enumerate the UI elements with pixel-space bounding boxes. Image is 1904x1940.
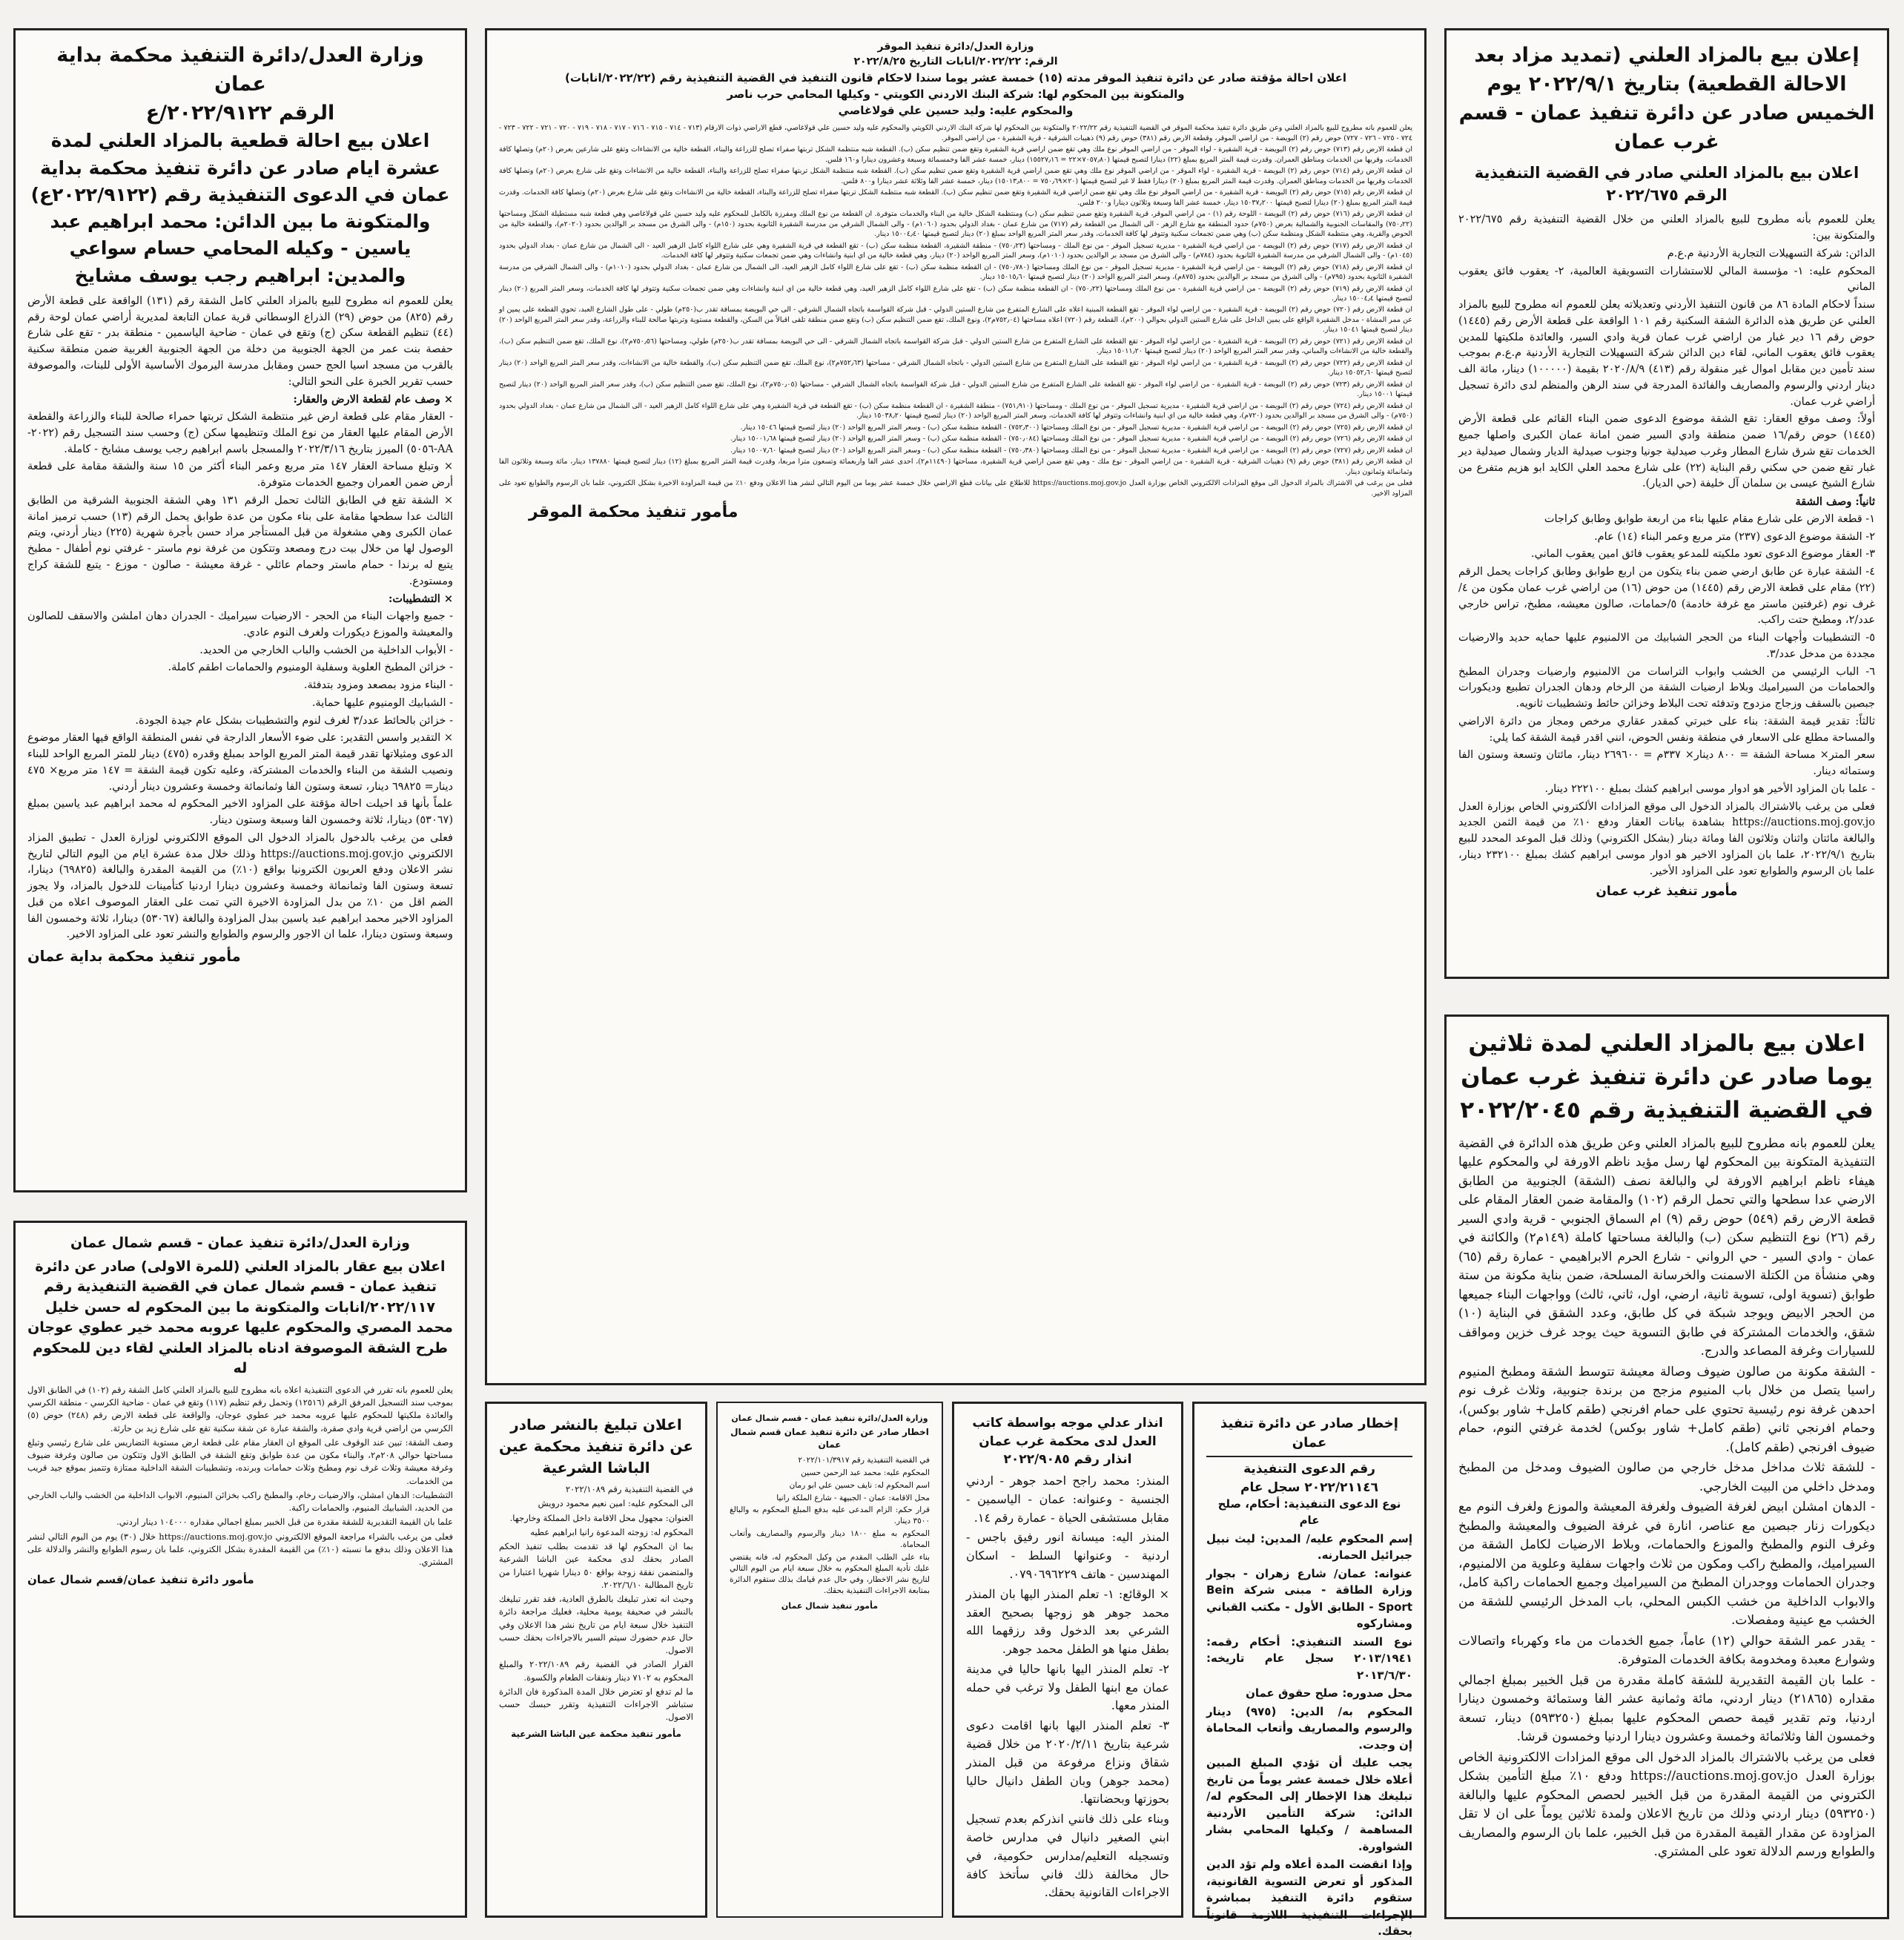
- plot-description: ان قطعة الارض رقم (٧١٤) حوض رقم (٢) البويضة - قرية الشقيرة - لواء الموقر - من اراضي الموقر نوع ملك وهي تقع ضمن اراضي قرية الشقيرة وتقع ضمن تنظيم سكن (ب). القطعة شبه منتظمة الشكل تربتها صفراء تصلح للزراعة والبناء، القطعة خالية من الانشاءات وتقع على شارع بعرض (٢٠م) وتصلها كافة الخدمات وقربها من الخدمات ومناطق العمران. وقدرت قيمة المتر المربع بمبلغ (٢٠) دينارا فقط لا غير لتصبح قيمتها (٢٠×٧٥٠٫٦٩ = ١٥٠١٣٫٨٠٠) دينار، خمسة عشر الفا وثلاثة عشر دينارا و٨٠٠ فلس.: [499, 167, 1413, 185]
- ad-paragraph: × التشطيبات:: [388, 593, 453, 606]
- ad-paragraph: أولاً: وصف موقع العقار: تقع الشقة موضوع الدعوى ضمن البناء القائم على قطعة الأرض (١٤٤٥) حوض رقم/١٦ ضمن منطقة وادي السير ضمن امانة عمان الكبرى واصلها جميع الخدمات تقع شرق شارع المطار وغرب صيدلية جونيا وجنوب صيدلية الديار وشمال صيدلية دير غبار تقع ضمن حي سكني رقم البناية (٢٢) على شارع محمد العلي الكايد ابو هزيم متفرع من شارع الشيخ عيسى بن سلمان آل خليفة (حي الديار).: [1458, 413, 1876, 490]
- ad-paragraph: ٣- تعلم المنذر اليها بانها اقامت دعوى شرعية بتاريخ ٢٠٢٠/٢/١١ من خلال قضية شقاق ونزاع مرفوعة من قبل المنذر (محمد جوهر) وبان الطفل دانيال حاليا بحوزتها وبحضانتها.: [966, 1718, 1169, 1807]
- ad-paragraph: المحكوم له: زوجته المدعوة رانيا ابراهيم عطيه: [530, 1526, 693, 1537]
- ad-paragraph: فعلى من يرغب بالاشتراك بالمزاد الدخول الى موقع المزادات الألكتروني الخاص بوزارة العدل https://auctions.moj.gov.jo بشاهدة بيانات العقار ودفع ١٠٪ من قيمة الثمن الجديد والبالغة مائتان واثنان وثلاثون الفا ومائة دينار (بشكل الكتروني) وذلك قبل الموعد المحدد للبيع بتاريخ ٢٠٢٢/٩/١، علما بان المزاود الاخير هو ادوار موسى ابراهيم كشك بمبلغ ٢٣٢١٠٠ دينار، علما بان الرسوم والطوابع تعود على المزاود الأخير.: [1458, 800, 1876, 877]
- ad-paragraph: - خزائن المطبخ العلوية وسفلية الومنيوم والحمامات اطقم كاملة.: [168, 661, 453, 674]
- ad-paragraph: الدائن: شركة التسهيلات التجارية الأردنية م.ع.م: [1667, 247, 1875, 260]
- ad-paragraph: علماً بأنها قد احيلت احالة مؤقتة على المزاود الاخير المحكوم له محمد ابراهيم عبد ياسين بمبلغ (٥٣٠٦٧) دينارا، ثلاثة وخمسون الفا وسبعة وستون دينار.: [27, 798, 453, 827]
- ad-reference: رقم الدعوى التنفيذية ٢٠٢٢/٢١١٤٦ سجل عام: [1240, 1462, 1379, 1495]
- ad-paragraph: × وتبلغ مساحة العقار ١٤٧ متر مربع وعمر البناء أكثر من ١٥ سنة والشقة مقامة على قطعة أرض ضمن العمران وجميع الخدمات متوفرة.: [27, 461, 454, 489]
- ad-paragraph: فعلى من يرغب بالدخول بالمزاد الدخول الى الموقع الالكتروني لوزارة العدل - تطبيق المزاد الالكتروني https://auctions.moj.gov.jo وذلك خلال مدة عشرة ايام من اليوم التالي لتاريخ نشر الاعلان ودفع العربون الكترونيا بواقع (١٠٪) من القيمة المقدرة والبالغة (٦٩٨٢٥) دينارا، تسعة وستون الفا وثمانمائة وخمسة وعشرون دينارا اردنيا كتأمينات للدخول بالمزاد، ولا يجوز الضم اقل من ١٠٪ من بدل المزاودة الاخيرة التي تمت على العقار الموصوف اعلاه من قبل المزاود الاخير محمد ابراهيم عبد ياسين ببدل المزاودة والبالغة (٥٣٠٦٧) دينارا، ثلاثة وخمسون الفا وسبعة وستون دينارا، علما ان الاجور والرسوم والطوابع والنشر تعود على المزاود الاخير.: [27, 831, 453, 941]
- enforcement-notice-ad-21146: [1192, 1402, 1427, 1939]
- ad-paragraph: × الوقائع: ١- تعلم المنذر اليها بان المنذر محمد جوهر هو زوجها بصحيح العقد الشرعي بعد الدخول وقد رزقهما الله بطفل منها هو الطفل محمد جوهر.: [966, 1586, 1169, 1657]
- ad-body: [1206, 1531, 1412, 1940]
- ad-paragraph: يعلن للعموم بانه مطروح للبيع بالمزاد العلني وعن طريق هذه الدائرة في القضية التنفيذية المتكونة بين المحكوم لها رسل مؤيد ناظم الاورفة لي والمحكوم عليها هيفاء ناظم ابراهيم الاورفة لي والبالغة نصف (الشقة) الجنوبية من الطابق الارضي عدا سطحها والتي تحمل الرقم (١٠٢) والمقامة ضمن العقار المقام على قطعة الارض رقم (٥٤٩) حوض رقم (٩) ام السماق الجنوبي - قرية وادي السير رقم (٢٦) نوع التنظيم سكن (ب) والبالغة مساحتها كاملة (١٤٩م٢) والكائنة في عمان - وادي السير - حي الرواني - شارع الحرم الابراهيمي - عمارة رقم (٦٥) وهي منشأة من الكتلة الاسمنت والخرسانة المسلحة، ضمن بناية مكونة من ستة طوابق (تسوية اولى، تسوية ثانية، ارضي، اول، ثاني، ثالث) وواجهات البناء جميعها من الحجر الابيض ويوجد شبكة في كل طابق، وعدد الشقق في البناية (١٠) شقق، والخدمات المشتركة في طابق التسوية حيث يوجد غرف خزين ومواقف للسيارات وغرفة المصاعد والدرج.: [1458, 1135, 1875, 1359]
- ad-paragraph: - الشقة مكونة من صالون ضيوف وصالة معيشة تتوسط الشقة ومطبخ المنيوم راسيا يتصل من خلال باب المنيوم مزجج من برندة جنوبية، وثلاث غرف نوم احدهن غرفة نوم رئيسية تحتوي على حمام افرنجي (طقم كامل+ شاور بوكس)، وحمام افرنجي ثاني (طقم كامل+ شاور بوكس) لخدمة غرفتي النوم، حمام ضيوف افرنجي (طقم كامل).: [1458, 1364, 1875, 1455]
- ad-paragraph: - للشقة ثلاث مداخل مدخل خارجي من صالون الضيوف ومدخل من المطبخ ومدخل داخلي من البيت الخارجي.: [1458, 1460, 1875, 1494]
- ad-paragraph: وبناء على ذلك فانني انذركم بعدم تسجيل ابني الصغير دانيال في مدارس خاصة وتسجيله التعليم/مدارس حكومية، في حال مخالفة ذلك فاني سأتخذ كافة الاجراءات القانونية بحقك.: [966, 1812, 1169, 1900]
- ad-paragraph: يعلن للعموم انه مطروح للبيع بالمزاد العلني كامل الشقة رقم (١٣١) الواقعة على قطعة الأرض رقم (٨٢٥) من حوض (٢٩) الذراع الوسطاني قرية عمان التابعة لمديرية أراضي عمان لوحة رقم (٤٤) تنظيم القطعة سكن (ج) وتقع في عمان - ضاحية الياسمين - منطقة بدر - تقع على شارع حفصة بنت عمر من الجهة الجنوبية من دخلة من الجهة الجنوبية الغربية ضمن منطقة سكنية بالقرب من مسجد اسيا الحج حسن ومقابل مدرسة اليرموك الأساسية الأولى للبنات، والموصوفة حسب تقرير الخبرة على النحو التالي:: [27, 294, 453, 388]
- ad-paragraph: المحكوم عليه: محمد عبد الرحمن حسين: [801, 1468, 930, 1477]
- auction-ad-muwaqqar: [485, 28, 1427, 1385]
- ad-ministry: وزارة العدل/دائرة تنفيذ الموقر: [877, 41, 1034, 53]
- plot-description: ان قطعة الارض رقم (٧١٨) حوض رقم (٢) البويضة - من اراضي قرية الشقيرة - مديرية تسجيل الموقر - من نوع الملك ومساحتها (٧٥٠٫٧٨٠) - ان القطعة منظمة سكن (ب) - تقع على شارع اللواء كامل الزهير العيد، الى الشمال من شارع عمان - بغداد الدولي بحدود (١٠١٠م) - والى الشمال الشرقي من مدرسة الشقيرة الثانوية بحدود (٧٩٥م) - والى الشرق من مسجد بر الوالدين بحدود (٨٧٥م)، وسعر المتر المربع الواحد (٢٠) دينار لتصبح قيمتها ١٥٠١٥٫٦٠ دينار.: [499, 263, 1412, 282]
- ad-paragraph: يجب عليك أن تؤدي المبلغ المبين أعلاه خلال خمسة عشر يوماً من تاريخ تبليغك هذا الإخطار إلى المحكوم له/ الدائن: شركة التأمين الأردنية المساهمة / وكيلها المحامي بشار الشواورة.: [1206, 1756, 1412, 1853]
- ad-paragraph: ٢- تعلم المنذر اليها بانها حاليا في مدينة عمان مع ابنها الطفل ولا ترغب في حمله المنذر معها.: [966, 1661, 1169, 1713]
- auction-ad-west-amman-2045: [1444, 1014, 1889, 1919]
- auction-ad-north-amman-117: [13, 1221, 467, 1918]
- ad-paragraph: فعلى من يرغب بالاشتراك بالمزاد الدخول الى موقع المزادات الالكترونية الخاص بوزارة العدل https://auctions.moj.gov.jo ودفع ١٠٪ مبلغ التأمين بشكل الكتروني من القيمة المقدرة من قبل الخبير لحصص المحكوم عليها والبالغة (٥٩٣٢٥٠) دينار اردني وذلك من تاريخ الاعلان ولمدة ثلاثين يوماً على ان لا تقل المزاودة عن مقدار القيمة المقدرة من قبل الخبير، علما بان الرسوم والمصاريف والطوابع ورسم الدلالة تعود على المشتري.: [1458, 1749, 1876, 1860]
- ad-paragraph: نوع السند التنفيذي: أحكام رقمه: ٢٠١٣/١٩٤١ سجل عام تاريخه: ٢٠١٣/٦/٣٠: [1206, 1634, 1412, 1682]
- ad-paragraph: وحيث انه تعذر تبليغك بالطرق العادية، فقد تقرر تبليغك بالنشر في صحيفة يومية محلية، فعليك مراجعة دائرة التنفيذ خلال سبعة ايام من تاريخ نشر هذا الاعلان وفي حال عدم حضورك سيتم السير بالاجراءات بحقك حسب الاصول.: [499, 1594, 693, 1655]
- ad-paragraph: - خزائن بالحائط عدد/٣ لغرف لنوم والتشطيبات بشكل عام جيدة الجودة.: [135, 714, 453, 727]
- ad-ministry: وزارة العدل/دائرة تنفيذ عمان - قسم شمال عمان: [70, 1235, 410, 1251]
- ad-body: [966, 1472, 1169, 1902]
- ad-title: اعلان بيع عقار بالمزاد العلني (للمرة الاولى) صادر عن دائرة تنفيذ عمان - قسم شمال عمان في القضية التنفيذية رقم ٢٠٢٢/١١٧/انابات والمتكونة ما بين المحكوم له حسن خليل محمد المصري والمحكوم عليها عروبه محمد خير عطوي عوجان طرح الشقة الموصوفة ادناه بالمزاد العلني لقاء دين للمحكوم له: [27, 1258, 453, 1377]
- ad-reference: انذار رقم ٢٠٢٢/٩٠٨٥: [1003, 1452, 1132, 1468]
- ad-paragraph: التشطيبات: الدهان امشلن، والارضيات رخام، والمطبخ راكب بخزائن المنيوم، الابواب الداخلية من الخشب والباب الخارجي من الحديد، الشبابيك المنيوم، والحمامات راكبة.: [27, 1489, 453, 1514]
- ad-paragraph: المنذر: محمد راجح احمد جوهر - اردني الجنسية - وعنوانه: عمان - الياسمين - مقابل مستشفى الحياة - عمارة رقم ١٤.: [966, 1473, 1169, 1525]
- ad-paragraph: ثانياً: وصف الشقة: [1795, 495, 1875, 509]
- ad-paragraph: يعلن للعموم بأنه مطروح للبيع بالمزاد العلني من خلال القضية التنفيذية رقم ٢٠٢٢/٦٧٥ والمتكونة بين:: [1458, 214, 1875, 242]
- ad-paragraph: - الشبابيك الومنيوم عليها حماية.: [311, 696, 453, 709]
- ad-title: اعلان بيع احالة قطعية بالمزاد العلني لمدة عشرة ايام صادر عن دائرة تنفيذ محكمة بداية عمان في الدعوى التنفيذية رقم (٢٠٢٢/٩١٢٢ع) والمتكونة ما بين الدائن: محمد ابراهيم عبد ياسين - وكيله المحامي حسام سواعي والمدين: ابراهيم رجب يوسف مشايخ: [30, 130, 450, 286]
- ad-paragraph: - علما بان المزاود الأخير هو ادوار موسى ابراهيم كشك بمبلغ ٢٢٢١٠٠ دينار.: [1544, 782, 1875, 795]
- ad-paragraph: × الشقة تقع في الطابق الثالث تحمل الرقم ١٣١ وهي الشقة الجنوبية الشرقية من الطابق الثالث عدا سطحها مقامة على بناء مكون من عدة طوابق يحمل الرقم (١٣) حسب ترميز امانة عمان الكبرى وهي مشغولة من قبل المستأجر مراد حسن بأجرة شهرية (٢٢٥) دينار أردني، ويتم الوصول لها من خلال بيت درج ومصعد وتتكون من غرفة نوم ماستر - غرفتي نوم أطفال - مطبخ يتبع له برندا - حمام ماستر وحمام عائلي - غرفة معيشة - صالون - موزع - يتبع للشقة كراج ومستودع.: [27, 494, 453, 587]
- ad-body: [730, 1455, 930, 1597]
- ad-signature: مأمور تنفيذ شمال عمان: [781, 1600, 879, 1611]
- ad-title: اخطار صادر عن دائرة تنفيذ عمان قسم شمال عمان: [730, 1427, 929, 1451]
- ad-paragraph: وصف الشقة: تبين عند الوقوف على الموقع ان العقار مقام على قطعة ارض مستوية التضاريس على شارع رئيسي وتبلغ مساحتها حوالي ٢٠٨م٢، والبناء مكون من عدة طوابق وتقع الشقة في الطابق الاول وتتكون من صالون وغرفة ضيوف وغرفة معيشة وثلاث غرف نوم ومطبخ وثلاث حمامات وبرنده، وتشطيبات الشقة الداخلية ممتازة وتتميز بموقع جيد قريب من الخدمات.: [27, 1436, 453, 1486]
- ad-title: إخطار صادر عن دائرة تنفيذ عمان: [1206, 1414, 1412, 1457]
- plot-description: ان قطعة الارض رقم (٧١٧) حوض رقم (٢) البويضة - من اراضي قرية الشقيرة - مديرية تسجيل الموقر - من نوع الملك - ومساحتها (٧٥٠٫٢٣) - منطقة الشقيرة، القطعة منظمة سكن (ب) - تقع القطعة في قرية الشقيرة وهي على شارع اللواء كامل الزهير العيد - الى الشمال من شارع عمان - بغداد الدولي بحدود (١٠٤٥م) - والى الشمال الشرقي من مدرسة الشقيرة الثانوية بحدود (٧٨٤م) - والى الشرق من مسجد بر الوالدين بحدود (١٠١٠م)، وسعر المتر المربع الواحد (٢٠) دينار، وهي قطعة خالية من اي ابنية وانشاءات وهي ضمن تجمعات سكنية وتتوفر لها كافة الخدمات.: [499, 241, 1412, 260]
- plot-description: ان قطعة الارض رقم (٧٢٤) حوض رقم (٢) البويضة - من اراضي قرية الشقيرة - مديرية تسجيل الموقر - من نوع الملك - ومساحتها (٧٥١٫٩١٠) - منطقة الشقيرة - ان القطعة منظمة سكن (ب) - تقع القطعة في قرية الشقيرة وهي على شارع اللواء كامل الزهير العيد - الى الشمال من شارع عمان - بغداد الدولي بحدود (٧٥٠م) - والى الشرق من مسجد بر الوالدين بحدود (٧٢٠م)، وهي قطعة خالية من اي ابنية وانشاءات وتتوفر لها كافة الخدمات، وسعر المتر المربع الواحد (٢٠) دينار لتصبح قيمتها ١٥٠٣٨٫٢٠ دينار.: [499, 401, 1412, 420]
- plot-description: ان قطعة الارض رقم (٧١٥) حوض رقم (٢) البويضة - قرية الشقيرة - من اراضي الموقر نوع ملك وهي تقع ضمن اراضي قرية الشقيرة وتقع ضمن تنظيم سكن (ب). القطعة شبه منتظمة الشكل تربتها صفراء تصلح للزراعة والبناء، القطعة خالية من الانشاءات وتقع على شارع بعرض (٢٠م) وتصلها كافة الخدمات. وقدرت قيمة المتر المربع بمبلغ (٢٠) دينارا لتصبح قيمتها ١٥٠٣٧٫٢٠٠ دينار، خمسة عشر الفا وسبعة وثلاثون دينارا و٢٠٠ فلس.: [499, 188, 1412, 207]
- ad-intro: يعلن للعموم بانه مطروح للبيع بالمزاد العلني وعن طريق دائرة تنفيذ محكمة الموقر في القضية التنفيذية رقم ٢٠٢٢/٢٢ والمتكونة بين المحكوم لها شركة البنك الاردني الكويتي والمحكوم عليه وليد حسين علي قولاغاصي، قطع الاراضي ذوات الارقام (٧١٣ - ٧١٤ - ٧١٥ - ٧١٦ - ٧١٧ - ٧١٨ - ٧١٩ - ٧٢٠ - ٧٢١ - ٧٢٢ - ٧٢٣ - ٧٢٤ - ٧٢٥ - ٧٢٦ - ٧٢٧) حوض رقم (٢) البويضة - من اراضي الموقر، وقطعة الارض رقم (٣٨١) حوض رقم (٩) ذهيبات الشرقية - قرية الشقيرة - من اراضي الموقر.: [499, 124, 1413, 142]
- plot-description: ان قطعة الارض رقم (٧١٣) حوض رقم (٢) البويضة - قرية الشقيرة - لواء الموقر - من اراضي الموقر نوع ملك وهي تقع ضمن اراضي قرية الشقيرة وتقع ضمن تنظيم سكن (ب). القطعة شبه منتظمة الشكل تربتها صفراء تصلح للزراعة والبناء، القطعة خالية من الانشاءات وتقع على شارعين بعرض (٢٠م) وتصلها كافة الخدمات، وقربها من الخدمات ومناطق العمران. وقدرت قيمة المتر المربع بمبلغ (٢٢) دينارا لتصبح قيمتها (٧٠٥٧٫٨٠×٢٢ = ١٥٥٢٧٫١٦) دينار، خمسة عشر الفا وخمسمائة وسبعة وعشرون دينارا و١٦٠ فلس.: [499, 145, 1412, 164]
- ad-paragraph: في القضية التنفيذية رقم ٢٠٢٢/١٠٨٩: [565, 1484, 693, 1494]
- ad-paragraph: - جميع واجهات البناء من الحجر - الارضيات سيراميك - الجدران دهان املشن والاسقف للصالون والمعيشة والموزع ديكورات ولغرف النوم عادي.: [27, 610, 453, 639]
- ad-paragraph: - البناء مزود بمصعد ومزود بتدفئة.: [303, 679, 453, 692]
- ad-body: [27, 294, 453, 943]
- ad-body: [499, 123, 1412, 498]
- ad-paragraph: سعر المتر× مساحة الشقة = ٨٠٠ دينار× ٣٣٧م = ٢٦٩٦٠٠ دينار، مائتان وتسعة وستون الفا وستمائه دينار.: [1458, 749, 1875, 778]
- plot-description: ان قطعة الارض رقم (٧١٩) حوض رقم (٢) البويضة - من اراضي قرية الشقيرة - من نوع الملك ومساحتها (٧٥٠٫٢٢) - ان القطعة منظمة سكن (ب) - تقع على شارع اللواء كامل الزهير العيد، وهي قطعة خالية من اي ابنية وانشاءات وهي ضمن تجمعات سكنية وتتوفر لها كافة الخدمات، وسعر المتر المربع (٢٠) دينار لتصبح قيمتها ١٥٠٠٤٫٤ دينار.: [499, 284, 1412, 303]
- ad-paragraph: يعلن للعموم بانه تقرر في الدعوى التنفيذية اعلاه بانه مطروح للبيع بالمزاد العلني كامل الشقة رقم (١٠٢) في الطابق الاول بموجب سند التسجيل المرفق الرقم (١٢٥١٦) وتحمل رقم تنظيم (١١٧) وتقع في عمان - ضاحية الكرسي - منطقة الكرسي والعائدة ملكيتها للمحكوم عليها عروبه محمد خير عطوي عوجان، والواقعة على قطعة الارض رقم (٢٤٨) حوض (٥) الكرسي من اراضي قرية وادي صقرة، والشقة عبارة عن شقة سكنية تقع على شارع زيد بن حارثة.: [27, 1384, 453, 1433]
- ad-paragraph: علما بان القيمة التقديرية للشقة مقدرة من قبل الخبير بمبلغ اجمالي مقداره ١٠٤٠٠٠ دينار اردني.: [116, 1517, 453, 1528]
- ad-signature: مأمور تنفيذ محكمة عين الباشا الشرعية: [511, 1728, 681, 1739]
- ad-paragraph: المحكوم به/ الدين: (٩٧٥) دينار والرسوم والمصاريف وأتعاب المحاماة إن وجدت.: [1206, 1704, 1412, 1752]
- plot-description: ان قطعة الارض رقم (٧٢٥) حوض رقم (٢) البويضة - من اراضي قرية الشقيرة - مديرية تسجيل الموقر - من نوع الملك ومساحتها (٧٥٢٫٣٠٠) - القطعة منظمة سكن (ب) - وسعر المتر المربع الواحد (٢٠) دينار لتصبح قيمتها ١٥٠٤٦ دينار.: [740, 423, 1412, 432]
- ad-paragraph: ٥- التشطيبات وأجهات البناء من الحجر الشبابيك من الالمنيوم عليها حمايه حديد والارضيات مجددة من مدخل عدد/٣.: [1458, 632, 1875, 660]
- ad-paragraph: ٣- العقار موضوع الدعوى تعود ملكيته للمدعو يعقوب فائق امين يعقوب الماني.: [1531, 548, 1875, 561]
- ad-paragraph: عنوانه: عمان/ شارع زهران - بجوار وزارة الطاقة - مبنى شركة Bein Sport - الطابق الأول - مكتب القباني ومشاركوه: [1206, 1566, 1412, 1631]
- ad-body: [1458, 1135, 1875, 1862]
- ad-paragraph: ٢- الشقة موضوع الدعوى (٢٣٧) متر مربع وعمر البناء (١٤) عام.: [1594, 530, 1875, 543]
- ad-paragraph: ٤- الشقة عبارة عن طابق ارضي ضمن بناء يتكون من اربع طوابق وطابق كراجات يحمل الرقم (٢٢) مقام على قطعة الارض رقم (١٤٤٥) من حوض (١٦) من اراضي غرب عمان مكون من ٤/غرف نوم (غرفتين ماستر مع غرفة خادمة) ٥/حمامات، صالون معيشه، مطبخ، تراس خارجي عدد/٢، ومطبخ حتت راكب.: [1458, 566, 1875, 627]
- plot-description: ان قطعة الارض رقم (٧٢٧) حوض رقم (٢) البويضة - من اراضي قرية الشقيرة - مديرية تسجيل الموقر - من نوع الملك ومساحتها (٧٥٠٫٣٨٠) - القطعة منظمة سكن (ب) - وسعر المتر المربع الواحد (٢٠) دينار لتصبح قيمتها ١٥٠٠٧٫٦٠ دينار.: [730, 446, 1412, 455]
- ad-paragraph: القرار الصادر في القضية رقم ٢٠٢٢/١٠٨٩ والمبلغ المحكوم به ٧١٠٢ دينار ونفقات الطعام والكسوة.: [499, 1659, 693, 1683]
- ad-paragraph: الى المحكوم عليه: امين نعيم محمود درويش: [538, 1498, 693, 1509]
- ad-paragraph: - الأبواب الداخلية من الخشب والباب الخارجي من الحديد.: [199, 644, 453, 656]
- plot-description: ان قطعة الارض رقم (٧٢١) حوض رقم (٢) البويضة - قرية الشقيرة - من اراضي لواء الموقر - تقع القطعة على الشارع المتفرع من شارع الستين الدولي - قبل شركة القواسمة باتجاه الشمال الشرقي - الى حي البويضة بمسافة تقدر ب(٢٥٠م) طولي، ومساحتها (٧٥٠٫٥٦م٢)، نوع الملك، تقع ضمن التنظيم سكن (ب)، والقطعة خالية من الانشاءات والمباني، وقدر سعر المتر المربع الواحد (٢٠) دينار لتصبح قيمتها ١٥٠١١٫٢٠ دينار.: [499, 337, 1412, 356]
- legal-warning-ad-9085: [952, 1402, 1183, 1918]
- plot-description: ان قطعة الارض رقم (٧٢٢) حوض رقم (٢) البويضة - قرية الشقيرة - من اراضي لواء الموقر - تقع القطعة على الشارع المتفرع من شارع الستين الدولي - باتجاه الشمال الشرقي - مساحتها (٧٥٢٫٦٣م٢)، نوع الملك، تقع ضمن التنظيم سكن (ب)، والقطعة خالية من الانشاءات، وقدر سعر المتر المربع الواحد (٢٠) دينار لتصبح قيمتها ١٥٠٥٢٫٦٠ دينار.: [499, 358, 1412, 377]
- ad-paragraph: ٦- الباب الرئيسي من الخشب وابواب التراسات من الالمنيوم وارضيات وجدران المطبخ والحمامات من السيراميك وبلاط ارضيات الشقة من الرخام ودهان الجدران تطبيع وديكورات جبصين بالسقف وزجاج مزدوج وتدفئه تحت البلاط وخزائن حائط وتشطيبات ثانويه.: [1458, 665, 1875, 710]
- ad-ministry: وزارة العدل/دائرة التنفيذ محكمة بداية عمان: [56, 44, 424, 96]
- ad-body: [499, 1483, 693, 1724]
- ad-paragraph: بناء على الطلب المقدم من وكيل المحكوم له، فانه يقتضي عليك تأدية المبلغ المحكوم به خلال سبعة ايام من اليوم التالي لتاريخ نشر الاخطار، وفي حال عدم قيامك بذلك ستقوم الدائرة بمتابعة الاجراءات التنفيذية بحقك.: [730, 1553, 930, 1595]
- ad-paragraph: اسم المحكوم له: نايف حسين علي ابو رمان: [789, 1480, 930, 1490]
- ad-parties: والمتكونة بين المحكوم لها: شركة البنك الاردني الكويتي - وكيلها المحامي حرب ناصر: [727, 87, 1185, 101]
- ad-case-type: نوع الدعوى التنفيذية: أحكام، صلح عام: [1217, 1497, 1401, 1528]
- notice-ad-ein-albasha: [485, 1402, 707, 1918]
- ad-title: انذار عدلي موجه بواسطة كاتب العدل لدى محكمة غرب عمان: [972, 1416, 1163, 1449]
- ad-paragraph: بما ان المحكوم لها قد تقدمت بطلب تنفيذ الحكم الصادر بحقك لدى محكمة عين الباشا الشرعية والمتضمن نفقة زوجة بواقع ٥٠ دينارا شهريا اعتبارا من تاريخ المطالبة ٢٠٢٢/٦/١٠.: [499, 1541, 693, 1590]
- ad-paragraph: × التقدير واسس التقدير: على ضوء الأسعار الدارجة في نفس المنطقة الواقع فيها العقار موضوع الدعوى ومثيلاتها تقدر قيمة المتر المربع الواحد بمبلغ وقدره (٤٧٥) دينار للمتر المربع الواحد للبناء ونصيب الشقة من البناء والخدمات المشتركة، وعليه تكون قيمة الشقة = ١٤٧ متر مربع× ٤٧٥ دينار= ٦٩٨٢٥ دينار، تسعة وستون الفا وثمانمائة وخمسة وعشرون دينار أردني.: [27, 732, 454, 793]
- ad-debtor: والمحكوم عليه: وليد حسين علي قولاغاصي: [838, 103, 1074, 117]
- ad-signature: مأمور تنفيذ محكمة بداية عمان: [27, 948, 241, 966]
- ad-paragraph: ما لم تدفع او تعترض خلال المدة المذكورة فان الدائرة ستباشر الاجراءات التنفيذية وتقرر حبسك حسب الاصول.: [499, 1686, 693, 1723]
- ad-paragraph: في القضية التنفيذية رقم ٢٠٢٢/١٠١/٣٩١٧: [798, 1455, 930, 1465]
- ad-paragraph: سنداً لاحكام المادة ٨٦ من قانون التنفيذ الأردني وتعديلاته يعلن للعموم انه مطروح للبيع بالمزاد العلني عن طريق هذه الدائرة الشقة السكنية رقم ١٠١ الواقعة على قطعة الأرض رقم (١٤٤٥) حوض رقم ١٦ دير غبار من اراضي غرب عمان قرية وادي السير، والعائدة ملكيتها للمدين يعقوب فائق يعقوب الماني، لقاء دين الدائن شركة التسهيلات التجارية الأردنية م.ع.م بموجب سند تأمين دين مقابل اموال غير منقولة رقم (٤١٣) ٢٠٢٠/٨/٩ بقيمة (١٠٠٠٠٠) دينار، مائة الف دينار اردني والرسوم والمصاريف والفائدة المدرجة في سند الرهن والمنظم لدى دائرة تسجيل أراضي غرب عمان.: [1458, 299, 1876, 408]
- ad-paragraph: المنذر اليه: ميسانة انور رفيق باجس - اردنية - وعنوانها السلط - اسكان المهندسين - هاتف ٠٧٩٠٦٩٦٢٢٩.: [966, 1530, 1169, 1581]
- ad-signature: مأمور تنفيذ محكمة الموقر: [529, 503, 738, 522]
- ad-paragraph: وإذا انقضت المدة أعلاه ولم تؤد الدين المذكور أو تعرض التسوية القانونية، ستقوم دائرة التنفيذ بمباشرة الإجراءات التنفيذية اللازمة قانوناً بحقك.: [1206, 1858, 1412, 1939]
- ad-paragraph: محل صدوره: صلح حقوق عمان: [1246, 1686, 1412, 1700]
- ad-reference: الرقم ٢٠٢٢/٩١٢٢/ع: [145, 102, 335, 125]
- ad-body: [27, 1384, 453, 1569]
- ad-signature: مأمور دائرة تنفيذ عمان/قسم شمال عمان: [27, 1573, 254, 1587]
- auction-ad-west-amman-675: [1444, 28, 1889, 979]
- ad-title: اعلان احالة مؤقتة صادر عن دائرة تنفيذ الموقر مدته (١٥) خمسة عشر يوما سندا لاحكام قانون التنفيذ في القضية التنفيذية رقم (٢٠٢٢/٢٢/انابات): [564, 71, 1346, 85]
- ad-body: [1458, 212, 1875, 880]
- ad-closing: فعلى من يرغب في الاشتراك بالمزاد الدخول الى موقع المزادات الالكتروني الخاص بوزارة العدل https://auctions.moj.gov.jo للاطلاع على بيانات قطع الاراضي خلال خمسة عشر يوما من اليوم التالي لنشر هذا الاعلان ودفع ١٠٪ من قيمة المزاودة الاخيرة بشكل الكتروني، علما بان الرسوم والطوابع تعود على المزاود الاخير.: [499, 479, 1412, 498]
- ad-paragraph: ثالثاً: تقدير قيمة الشقة: بناء على خبرتي كمقدر عقاري مرخص ومجاز من دائرة الاراضي والمساحة مطلع على الاسعار في منطقة ونفس الحوض، انني اقدر قيمة الشقة كما يلي:: [1458, 715, 1875, 744]
- ad-paragraph: محل الاقامة: عمان - الجبيهة - شارع الملكة رانيا: [776, 1493, 930, 1502]
- ad-ministry: وزارة العدل/دائرة تنفيذ عمان - قسم شمال عمان: [731, 1413, 928, 1423]
- ad-paragraph: قرار حكم: الزام المدعى عليه بدفع المبلغ المحكوم به والبالغ ٣٥٠٠ دينار.: [730, 1505, 930, 1526]
- plot-description: ان قطعة الارض رقم (٧٢٦) حوض رقم (٢) البويضة - من اراضي قرية الشقيرة - مديرية تسجيل الموقر - من نوع الملك ومساحتها (٧٥٠٫٠٨٤) - القطعة منظمة سكن (ب) - وسعر المتر المربع الواحد (٢٠) دينار لتصبح قيمتها ١٥٠٠١٫٦٨ دينار.: [730, 435, 1412, 443]
- ad-paragraph: المحكوم عليه: ١- مؤسسة المالي للاستشارات التسويقية العالمية، ٢- يعقوب فائق يعقوب الماني: [1458, 265, 1876, 294]
- ad-paragraph: - يقدر عمر الشقة حوالي (١٢) عاماً، جميع الخدمات من ماء وكهرباء واتصالات وشوارع معبدة ومخدومة بكافة الخدمات المتوفرة.: [1458, 1633, 1876, 1668]
- ad-paragraph: ١- قطعة الارض على شارع مقام عليها بناء من اربعة طوابق وطابق كراجات: [1544, 512, 1875, 525]
- ad-paragraph: - علما بان القيمة التقديرية للشقة كاملة مقدرة من قبل الخبير بمبلغ اجمالي مقداره (٢١٨٦٥) دينار اردني، مائة وثمانية عشر الفا وستمائة وخمسون دينارا اردنيا، وتم تقدير قيمة حصص المحكوم عليها بمبلغ (٥٩٣٢٥٠) دينار، تسعة وخمسون الفا وثلاثمائة وخمسة وعشرون دينارا اردنيا وخمسون قرشا.: [1458, 1672, 1875, 1745]
- ad-title: اعلان تبليغ بالنشر صادر عن دائرة تنفيذ محكمة عين الباشا الشرعية: [499, 1416, 693, 1477]
- ad-paragraph: - العقار مقام على قطعة ارض غير منتظمة الشكل تربتها حمراء صالحة للبناء والزراعة والقطعة الأرض المقام عليها العقار من نوع الملك وتنظيمها سكن (ج) وحسب سند التسجيل رقم (٢٠٢٢-AA-٥٠٥٦) الميرز بتاريخ ٢٠٢٢/٣/١٦ والمسجل باسم ابراهيم رجب يوسف مشايخ - كاملة.: [27, 411, 453, 455]
- ad-paragraph: المحكوم به مبلغ ١٨٠٠ دينار والرسوم والمصاريف وأتعاب المحاماة.: [730, 1529, 930, 1550]
- plot-description: ان قطعة الارض رقم (٧١٦) حوض رقم (٢) البويضة - اللوحة رقم (١) - من اراضي الموقر، قرية الشقيرة وتقع ضمن تنظيم سكن (ب) ومنتظمة الشكل خالية من البناء والخدمات متوفرة. ان القطعة من نوع الملك ومفرزة بالكامل للمحكوم عليه وليد حسين علي قولاغاصي وهي قطعة شبه مستطيلة الشكل ومساحتها (٧٥٠٫٢٢) والمقاسات الجنوبية والشمالية بعرض (٧٥٠م) حدود المنطقة مع شارع الزهر - الى الشمال من القطعة رقم (٧١٧) من شارع عمان - بغداد الدولي بحدود (١٠٦٠م) - والى الشمال الشرقي من مدرسة الشقيرة الثانوية بحدود (١٥٠م) - والى الشرق من مسجد بر الوالدين بحدود (٢٠٢٠م)، والقطعة خالية من الحوض والقرية، وهي منتظمة الشكل ومنظمة سكن (ب) وهي ضمن تجمعات سكنية وتتوفر لها كافة الخدمات، وقدر سعر المتر المربع الواحد بمبلغ (٢٠) دينار لتصبح قيمتها ١٥٠٠٤٫٤٠ دينار.: [499, 210, 1412, 239]
- ad-paragraph: فعلى من يرغب بالشراء مراجعة الموقع الالكتروني https://auctions.moj.gov.jo خلال (٣٠) يوم من اليوم التالي لنشر هذا الاعلان وذلك بدفع ما نسبته (١٠٪) من القيمة المقدرة بشكل الكتروني، علما بان رسوم الطوابع والنشر والدلالة على المشتري.: [27, 1531, 454, 1568]
- ad-paragraph: العنوان: مجهول محل الاقامة داخل المملكة وخارجها.: [509, 1512, 693, 1523]
- ad-paragraph: إسم المحكوم عليه/ المدين: ليث نبيل جبرائيل الحمارنه.: [1206, 1531, 1412, 1563]
- notice-ad-north-amman: [716, 1402, 943, 1918]
- ad-title: اعلان بيع بالمزاد العلني لمدة ثلاثين يوما صادر عن دائرة تنفيذ غرب عمان في القضية التنفيذية رقم ٢٠٢٢/٢٠٤٥: [1460, 1030, 1874, 1124]
- ad-paragraph: × وصف عام لقطعة الارض والعقار:: [293, 393, 453, 406]
- auction-ad-amman-first-instance-9122: [13, 28, 467, 1192]
- plot-description: ان قطعة الارض رقم (٧٢٠) حوض رقم (٢) البويضة - قرية الشقيرة - من اراضي لواء الموقر - تقع القطعة المبنية اعلاه على الشارع المتفرع من شارع الستين الدولي - قبل شركة القواسمة باتجاه الشمال الشرقي - الى حي البويضة بمسافة تقدر ب(٢٥٠م) طولي - على طول الشارع العبد، تحوي القطعة على يمين او عن ممر المشاة - مدخل الشقيرة الواقع على يمين الداخل على شارع الستين الدولي بحوالي (٢٠٠م)، القطعة رقم (٧٢٠) اعلاه مساحتها (٧٥٢٫٠٤م٢)، ونوع الملك، تقع ضمن التنظيم سكن (ب) وتقع ضمن منطقة تلقى اقبالاً من السكن، والقطعة مستوية وتربتها صالحة للبناء والزراعة، وقدر سعر المتر المربع الواحد (٢٠) دينار لتصبح قيمتها ١٥٠٤١ دينار.: [499, 306, 1412, 334]
- ad-title: إعلان بيع بالمزاد العلني (تمديد مزاد بعد الاحالة القطعية) بتاريخ ٢٠٢٢/٩/١ يوم الخميس صادر عن دائرة تنفيذ عمان - قسم غرب عمان: [1458, 44, 1875, 154]
- ad-signature: مأمور تنفيذ غرب عمان: [1596, 884, 1738, 900]
- plot-description: ان قطعة الارض رقم (٧٢٣) حوض رقم (٢) البويضة - قرية الشقيرة - من اراضي لواء الموقر - تقع القطعة على الشارع المتفرع من شارع الستين الدولي - قبل شركة القواسمة باتجاه الشمال الشرقي - مساحتها (٧٥٠٫٠٥م٢)، نوع الملك، تقع ضمن التنظيم سكن (ب)، وقدر سعر المتر المربع الواحد (٢٠) دينار لتصبح قيمتها ١٥٠٠١ دينار.: [499, 380, 1413, 399]
- plot-description: ان قطعة الارض رقم (٣٨١) حوض رقم (٩) ذهيبات الشرقية - قرية الشقيرة - من اراضي الموقر - نوع ملك - وهي تقع ضمن اراضي قرية الشقيرة، مساحتها (١١٤٩٠م٢)، احدى عشر الفا واربعمائة وتسعون مترا مربعا، وقدرت قيمة المتر المربع بمبلغ (١٢) دينار لتصبح قيمتها ١٣٧٨٨٠ دينار، مائة وسبعة وثلاثون الفا وثمانمائة وثمانون دينار.: [499, 458, 1412, 476]
- ad-subtitle: اعلان بيع بالمزاد العلني صادر في القضية التنفيذية الرقم ٢٠٢٢/٦٧٥: [1474, 163, 1860, 204]
- ad-reference: الرقم: ٢٠٢٢/٢٢/انابات التاريخ ٢٠٢٢/٨/٢٥: [853, 56, 1058, 67]
- ad-paragraph: - الدهان امشلن ابيض لغرفة الضيوف ولغرفة المعيشة والموزع ولغرف النوم مع ديكورات زنار جبصين مع عناصر، انارة في غرفة الضيوف والمعيشة والمطبخ وغرف النوم والمطبخ والموزع والحمامات، وبلاط الارضيات لكامل الشقة من السيراميك، والمطبخ راكب ومكون من ثلاث واجهات سفلية وعلوية من الالمنيوم، وجدران الحمامات ووجدران المطبخ من السيراميك وجميع الحمامات راكبة كامل، والابواب الداخلية من خشب الكبس المحلي، باب المدخل الرئيسي للشقة من الخشب مع عينية ومفصلات.: [1458, 1499, 1875, 1629]
